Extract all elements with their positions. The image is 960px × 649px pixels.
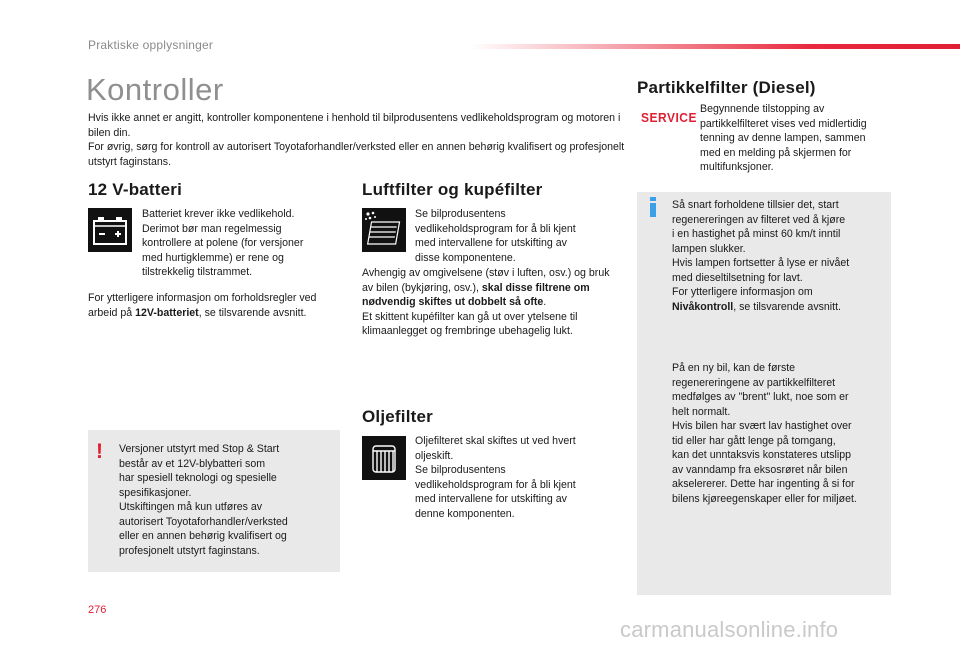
warning-line: har spesiell teknologi og spesielle bbox=[119, 472, 277, 484]
battery-line: Batteriet krever ikke vedlikehold. bbox=[142, 208, 295, 220]
info-link-after: , se tilsvarende avsnitt. bbox=[733, 300, 841, 313]
info-line: med dieseltilsetning for lavt. bbox=[672, 271, 803, 284]
air-filter-details bbox=[362, 266, 618, 339]
info-icon bbox=[647, 197, 659, 217]
info-line: Hvis lampen fortsetter å lyse er nivået bbox=[672, 257, 850, 269]
particle-filter-description bbox=[700, 102, 900, 175]
particle-filter-line: tenning av denne lampen, sammen bbox=[700, 132, 866, 144]
particle-filter-line: Begynnende tilstopping av bbox=[700, 103, 825, 115]
oil-filter-icon bbox=[362, 436, 406, 480]
info-text-1 bbox=[672, 198, 884, 314]
warning-line: spesifikasjoner. bbox=[119, 486, 192, 499]
oil-filter-line: denne komponenten. bbox=[415, 507, 515, 520]
battery-description bbox=[142, 207, 347, 280]
air-filter-para-end: . bbox=[543, 296, 547, 308]
info-line: av vanndamp fra eksosrøret når bilen bbox=[672, 463, 848, 476]
particle-filter-line: med en melding på skjermen for bbox=[700, 146, 852, 159]
info-line: For ytterligere informasjon om bbox=[672, 286, 813, 298]
battery-heading: 12 V-batteri bbox=[88, 180, 183, 199]
car-battery-icon bbox=[88, 208, 132, 252]
watermark: carmanualsonline.info bbox=[620, 617, 839, 642]
info-line: kan det unntaksvis konstateres utslipp bbox=[672, 449, 852, 461]
warning-line: profesjonelt utstyrt faginstans. bbox=[119, 544, 260, 557]
info-line: akselererer. Dette har ingenting å si for bbox=[672, 478, 855, 490]
oil-filter-line: oljeskift. bbox=[415, 449, 454, 462]
warning-line: autorisert Toyotaforhandler/verksted bbox=[119, 515, 288, 528]
battery-line: tilstrekkelig tilstrammet. bbox=[142, 266, 253, 278]
air-filter-heading: Luftfilter og kupéfilter bbox=[362, 180, 543, 199]
oil-filter-line: med intervallene for utskifting av bbox=[415, 493, 567, 505]
section-label: Praktiske opplysninger bbox=[88, 38, 214, 52]
battery-line: med hurtigklemme) er rene og bbox=[142, 251, 284, 264]
page-number: 276 bbox=[88, 604, 107, 616]
oil-filter-line: Se bilprodusentens bbox=[415, 464, 506, 476]
air-filter-line: disse komponentene. bbox=[415, 251, 516, 264]
oil-filter-heading: Oljefilter bbox=[362, 407, 433, 426]
info-line: regenereringene av partikkelfilteret bbox=[672, 376, 836, 389]
info-line: helt normalt. bbox=[672, 405, 731, 418]
warning-line: består av et 12V-blybatteri som bbox=[119, 457, 266, 470]
info-link-line bbox=[672, 300, 884, 315]
particle-filter-line: partikkelfilteret vises ved midlertidig bbox=[700, 117, 867, 130]
oil-filter-description bbox=[415, 434, 620, 521]
warning-icon: ! bbox=[96, 440, 103, 463]
air-filter-emphasis: skal disse filtrene om nødvendig skiftes ut dobbelt så ofte bbox=[362, 281, 590, 308]
battery-more-info-text-end: , se tilsvarende avsnitt. bbox=[198, 306, 307, 319]
battery-more-info bbox=[88, 291, 343, 320]
air-filter-paragraph bbox=[362, 266, 618, 310]
info-link: Nivåkontroll bbox=[672, 300, 734, 313]
warning-text bbox=[119, 442, 334, 558]
info-line: Så snart forholdene tillsier det, start bbox=[672, 199, 839, 211]
info-line: i en hastighet på minst 60 km/t inntil bbox=[672, 228, 841, 240]
air-filter-line: med intervallene for utskifting av bbox=[415, 237, 567, 249]
oil-filter-line: Oljefilteret skal skiftes ut ved hvert bbox=[415, 435, 576, 447]
air-filter-line: Se bilprodusentens bbox=[415, 208, 506, 220]
battery-line: Derimot bør man regelmessig bbox=[142, 222, 282, 235]
air-filter-description bbox=[415, 207, 615, 265]
air-filter-line: vedlikeholdsprogram for å bli kjent bbox=[415, 222, 576, 235]
info-line: regenereringen av filteret ved å kjøre bbox=[672, 213, 846, 226]
battery-link: 12V-batteriet bbox=[135, 306, 199, 319]
battery-more-info-text: For ytterligere informasjon om forholdsregler ved arbeid på bbox=[88, 292, 317, 319]
warning-line: Utskiftingen må kun utføres av bbox=[119, 501, 263, 513]
oil-filter-line: vedlikeholdsprogram for å bli kjent bbox=[415, 478, 576, 491]
air-filter-paragraph-2: Et skittent kupéfilter kan gå ut over ytelsene til klimaanlegget og frembringe ubehagelig lukt. bbox=[362, 310, 578, 337]
info-line: tid eller har gått lenge på tomgang, bbox=[672, 434, 836, 447]
page-title: Kontroller bbox=[86, 72, 224, 107]
intro-text bbox=[88, 111, 628, 169]
intro-paragraph-1: Hvis ikke annet er angitt, kontroller komponentene i henhold til bilprodusentens vedlikeholdsprogram og motoren i bilen din. bbox=[88, 112, 621, 139]
info-text-2 bbox=[672, 361, 884, 506]
info-line: På en ny bil, kan de første bbox=[672, 362, 796, 374]
particle-filter-line: multifunksjoner. bbox=[700, 161, 774, 173]
info-line: Hvis bilen har svært lav hastighet over bbox=[672, 420, 852, 432]
warning-line: eller en annen behørig kvalifisert og bbox=[119, 530, 287, 542]
particle-filter-heading: Partikkelfilter (Diesel) bbox=[637, 78, 816, 97]
info-line: bilens kjøreegenskaper eller for miljøet. bbox=[672, 492, 857, 505]
warning-line: Versjoner utstyrt med Stop & Start bbox=[119, 443, 280, 455]
service-warning-icon: SERVICE bbox=[641, 110, 697, 126]
header-rule bbox=[470, 44, 960, 49]
air-filter-icon bbox=[362, 208, 406, 252]
air-filter-para-text: Avhengig av omgivelsene (støv i luften, osv.) og bruk av bilen (bykjøring, osv.), bbox=[362, 267, 610, 294]
info-line: medfølges av "brent" lukt, noe som er bbox=[672, 391, 849, 403]
intro-paragraph-2: For øvrig, sørg for kontroll av autorisert Toyotaforhandler/verksted eller en annen behørig kvalifisert og profesjonelt utstyrt faginstans. bbox=[88, 141, 625, 168]
info-line: lampen slukker. bbox=[672, 242, 746, 255]
battery-line: kontrollere at polene (for versjoner bbox=[142, 237, 304, 249]
